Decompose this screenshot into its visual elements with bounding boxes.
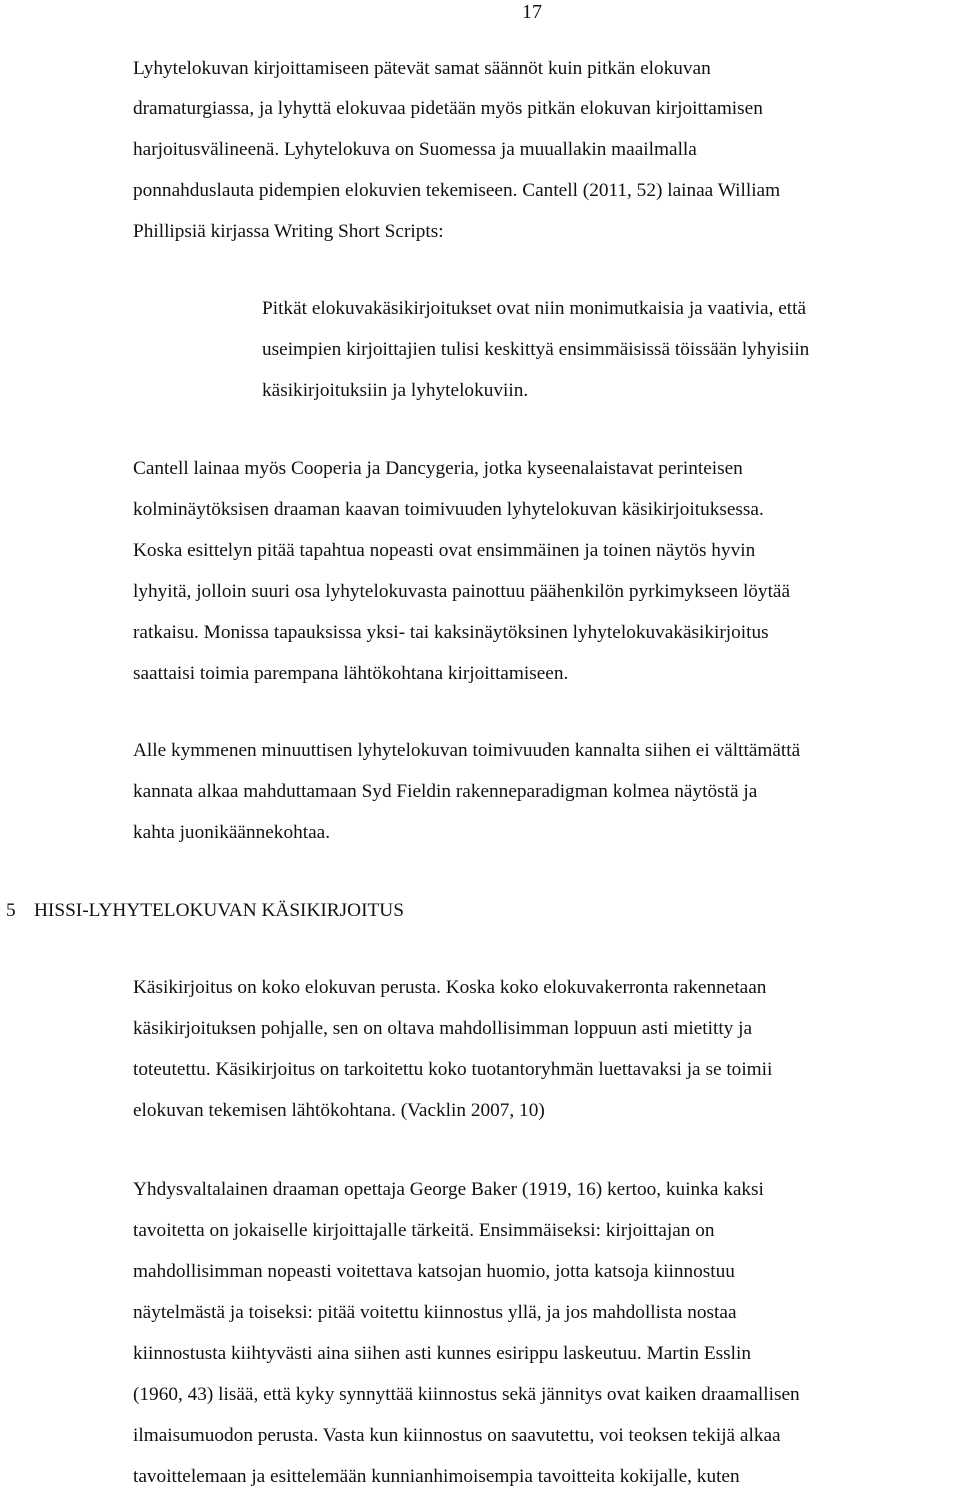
section-number: 5: [6, 900, 16, 921]
text-line: Phillipsiä kirjassa Writing Short Scripts:: [133, 221, 444, 242]
page-number: 17: [522, 1, 542, 23]
text-line: Lyhytelokuvan kirjoittamiseen pätevät samat säännöt kuin pitkän elokuvan: [133, 58, 711, 79]
quote-line: Pitkät elokuvakäsikirjoitukset ovat niin monimutkaisia ja vaativia, että: [262, 298, 807, 319]
text-line: Alle kymmenen minuuttisen lyhytelokuvan toimivuuden kannalta siihen ei välttämättä: [133, 740, 801, 761]
text-line: Yhdysvaltalainen draaman opettaja George Baker (1919, 16) kertoo, kuinka kaksi: [133, 1179, 764, 1200]
text-line: tavoitetta on jokaiselle kirjoittajalle tärkeitä. Ensimmäiseksi: kirjoittajan on: [133, 1220, 715, 1241]
text-line: kiinnostusta kiihtyvästi aina siihen asti kunnes esirippu laskeutuu. Martin Esslin: [133, 1343, 752, 1364]
text-line: Cantell lainaa myös Cooperia ja Dancygeria, jotka kyseenalaistavat perinteisen: [133, 458, 743, 479]
section-title: HISSI-LYHYTELOKUVAN KÄSIKIRJOITUS: [34, 900, 404, 921]
quote-line: käsikirjoituksiin ja lyhytelokuviin.: [262, 380, 529, 401]
text-line: saattaisi toimia parempana lähtökohtana kirjoittamiseen.: [133, 663, 569, 684]
section-heading: [6, 899, 404, 923]
text-line: käsikirjoituksen pohjalle, sen on oltava mahdollisimman loppuun asti mietitty ja: [133, 1018, 753, 1039]
text-line: ponnahduslauta pidempien elokuvien tekemiseen. Cantell (2011, 52) lainaa William: [133, 180, 781, 201]
quote-line: useimpien kirjoittajien tulisi keskittyä ensimmäisissä töissään lyhyisiin: [262, 339, 810, 360]
text-line: toteutettu. Käsikirjoitus on tarkoitettu koko tuotantoryhmän luettavaksi ja se toimii: [133, 1059, 773, 1080]
text-line: tavoittelemaan ja esittelemään kunnianhimoisempia tavoitteita kokijalle, kuten: [133, 1466, 740, 1487]
text-line: näytelmästä ja toiseksi: pitää voitettu kiinnostus yllä, ja jos mahdollista nostaa: [133, 1302, 737, 1323]
text-line: Käsikirjoitus on koko elokuvan perusta. Koska koko elokuvakerronta rakennetaan: [133, 977, 767, 998]
text-line: elokuvan tekemisen lähtökohtana. (Vacklin 2007, 10): [133, 1100, 545, 1121]
text-line: (1960, 43) lisää, että kyky synnyttää kiinnostus sekä jännitys ovat kaiken draamallisen: [133, 1384, 800, 1405]
text-line: Koska esittelyn pitää tapahtua nopeasti ovat ensimmäinen ja toinen näytös hyvin: [133, 540, 756, 561]
text-line: lyhyitä, jolloin suuri osa lyhytelokuvasta painottuu päähenkilön pyrkimykseen löytää: [133, 581, 791, 602]
text-line: mahdollisimman nopeasti voitettava katsojan huomio, jotta katsoja kiinnostuu: [133, 1261, 735, 1282]
text-line: kannata alkaa mahduttamaan Syd Fieldin rakenneparadigman kolmea näytöstä ja: [133, 781, 758, 802]
text-line: harjoitusvälineenä. Lyhytelokuva on Suomessa ja muuallakin maailmalla: [133, 139, 697, 160]
text-line: kolminäytöksisen draaman kaavan toimivuuden lyhytelokuvan käsikirjoituksessa.: [133, 499, 764, 520]
text-line: kahta juonikäännekohtaa.: [133, 822, 331, 843]
text-line: dramaturgiassa, ja lyhyttä elokuvaa pidetään myös pitkän elokuvan kirjoittamisen: [133, 98, 763, 119]
text-line: ilmaisumuodon perusta. Vasta kun kiinnostus on saavutettu, voi teoksen tekijä alkaa: [133, 1425, 781, 1446]
text-line: ratkaisu. Monissa tapauksissa yksi- tai kaksinäytöksinen lyhytelokuvakäsikirjoitus: [133, 622, 769, 643]
